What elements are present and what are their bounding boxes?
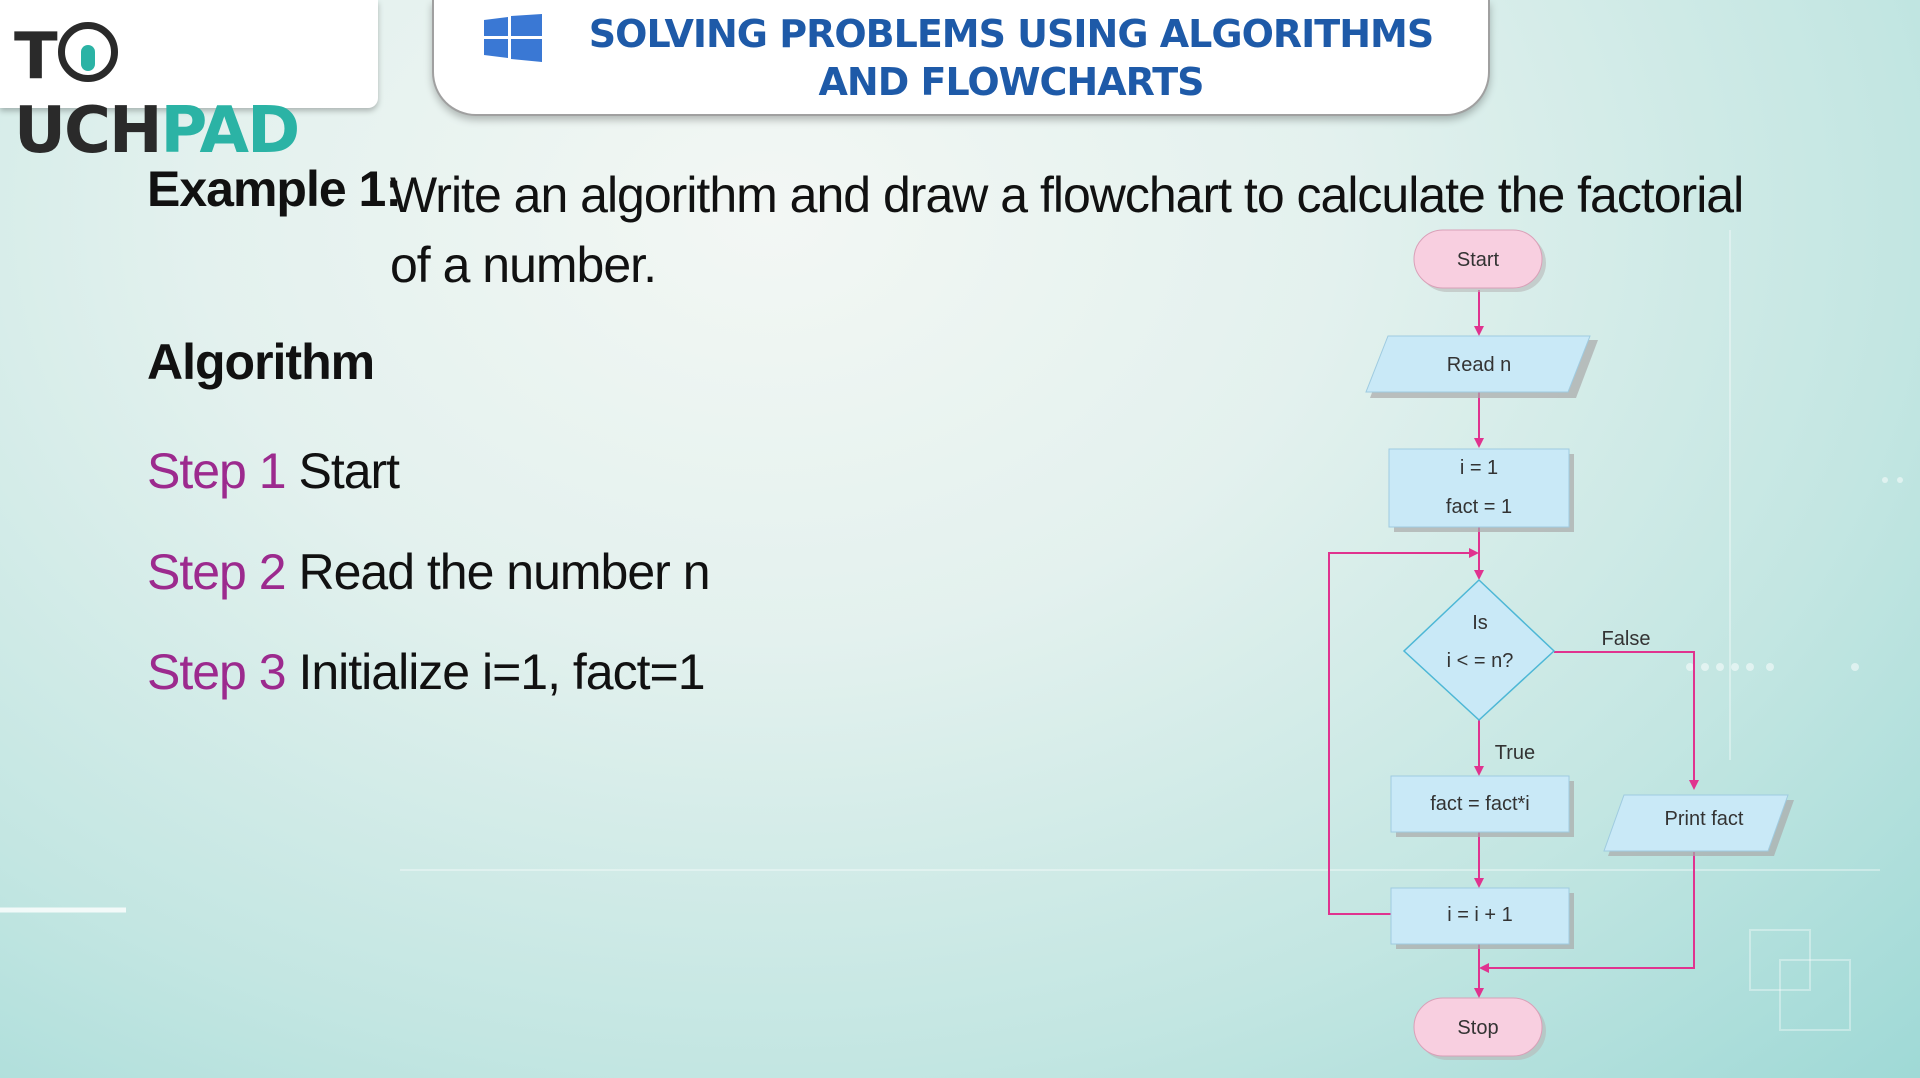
decision-label-line-2: i < = n? xyxy=(1446,650,1514,672)
logo-part-3: PAD xyxy=(160,94,299,168)
step-number: Step 3 xyxy=(147,644,286,700)
init-label-line-2: fact = 1 xyxy=(1445,496,1513,518)
step-text: Initialize i=1, fact=1 xyxy=(298,644,705,700)
example-text: Write an algorithm and draw a flowchart to calculate the factorial of a number. xyxy=(390,167,1744,293)
step-number: Step 2 xyxy=(147,544,286,600)
example-label: Example 1: xyxy=(147,161,402,217)
page-title-line-2: AND FLOWCHARTS xyxy=(818,60,1204,104)
true-label: True xyxy=(1494,742,1536,764)
increment-label: i = i + 1 xyxy=(1447,904,1513,926)
step-text: Start xyxy=(298,443,400,499)
init-label-line-1: i = 1 xyxy=(1459,457,1499,479)
start-label: Start xyxy=(1456,249,1500,271)
false-label: False xyxy=(1601,628,1651,650)
decision-label-line-1: Is xyxy=(1472,612,1488,634)
step-text: Read the number n xyxy=(298,544,710,600)
page-title-line-1: SOLVING PROBLEMS USING ALGORITHMS xyxy=(588,12,1434,56)
stop-label: Stop xyxy=(1457,1017,1499,1039)
algorithm-heading: Algorithm xyxy=(147,334,375,390)
multiply-label: fact = fact*i xyxy=(1430,793,1530,815)
step-number: Step 1 xyxy=(147,443,286,499)
logo-part-1: T xyxy=(14,20,56,94)
print-label: Print fact xyxy=(1664,808,1744,830)
arrow-decision-false xyxy=(1554,652,1694,788)
logo-part-2: UCH xyxy=(14,94,161,168)
read-label: Read n xyxy=(1446,354,1512,376)
